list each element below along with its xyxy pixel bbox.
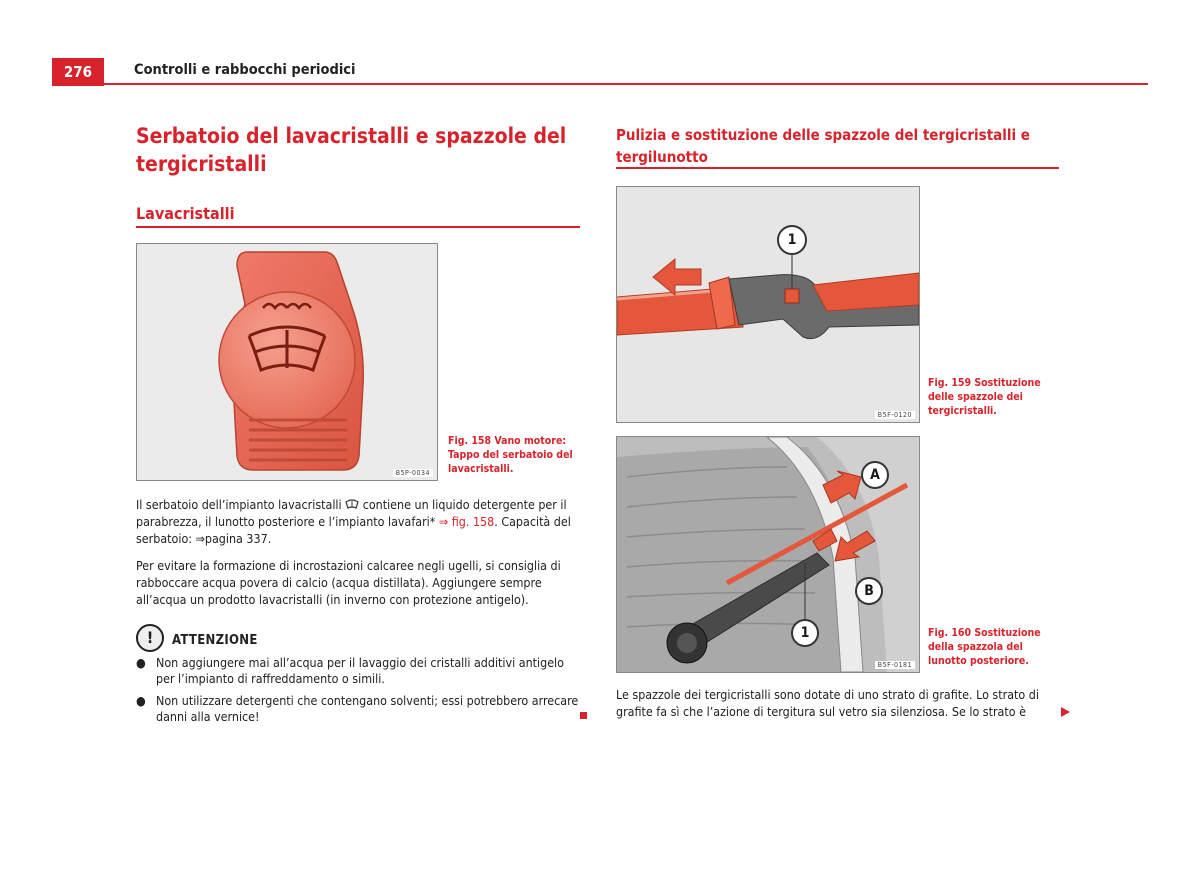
callout-1: 1 xyxy=(791,619,819,647)
paragraph-text: contiene un liquido detergente per il parabrezza, il lunotto posteriore e l’impianto lavafari* xyxy=(136,497,567,529)
callout-b: B xyxy=(855,577,883,605)
figure-code: B5P-0034 xyxy=(393,469,433,477)
subsection-rule xyxy=(136,226,580,228)
callout-1: 1 xyxy=(777,225,807,255)
subsection-title-wiper-blades: Pulizia e sostituzione delle spazzole del tergicristalli e tergilunotto xyxy=(616,126,1030,166)
continued-arrow-icon xyxy=(1061,707,1070,717)
paragraph-text: . Capacità del serbatoio: ⇒pagina 337. xyxy=(136,514,571,546)
figure-code: B5F-0181 xyxy=(875,661,915,669)
wiper-blade-illustration xyxy=(617,187,919,422)
callout-a: A xyxy=(861,461,889,489)
warning-item-text: Non utilizzare detergenti che contengano solventi; essi potrebbero arrecare danni alla vernice! xyxy=(156,693,579,724)
section-title: Serbatoio del lavacristalli e spazzole del tergicristalli xyxy=(136,124,567,176)
figure-160-caption: Fig. 160 Sostituzione della spazzola del lunotto posteriore. xyxy=(928,627,1041,667)
figure-159-caption: Fig. 159 Sostituzione delle spazzole dei tergicristalli. xyxy=(928,377,1041,417)
warning-item-1 xyxy=(136,655,580,687)
subsection-title-lavacristalli: Lavacristalli xyxy=(136,204,235,223)
washer-cap-illustration xyxy=(137,244,437,480)
paragraph-limescale: Per evitare la formazione di incrostazioni calcaree negli ugelli, si consiglia di rabboccare acqua povera di calcio (acqua distillata). Aggiungere sempre all’acqua un prodotto lavacristalli (in inverno con protezione antigelo). xyxy=(136,558,561,607)
fig-158-link[interactable]: ⇒ fig. 158 xyxy=(438,514,495,529)
paragraph-text: Il serbatoio dell’impianto lavacristalli xyxy=(136,497,346,512)
figure-159 xyxy=(616,186,920,423)
bullet-icon: ● xyxy=(136,693,146,708)
figure-code: B5F-0120 xyxy=(875,411,915,419)
section-end-marker xyxy=(580,712,587,719)
page-number: 276 xyxy=(52,58,104,86)
bullet-icon: ● xyxy=(136,655,146,670)
paragraph-wiper-graphite: Le spazzole dei tergicristalli sono dotate di uno strato di grafite. Lo strato di grafite fa sì che l’azione di tergitura sul vetro sia silenziosa. Se lo strato è xyxy=(616,687,1039,719)
header-rule xyxy=(52,83,1148,85)
subsection-rule xyxy=(616,167,1059,169)
figure-158-caption: Fig. 158 Vano motore: Tappo del serbatoio del lavacristalli. xyxy=(448,435,573,475)
warning-item-2 xyxy=(136,693,580,725)
figure-158 xyxy=(136,243,438,481)
figure-160 xyxy=(616,436,920,673)
washer-fluid-icon xyxy=(345,499,359,510)
paragraph-washer-reservoir xyxy=(136,496,580,547)
warning-icon: ! xyxy=(136,624,164,652)
warning-title: ATTENZIONE xyxy=(172,633,258,648)
warning-item-text: Non aggiungere mai all’acqua per il lavaggio dei cristalli additivi antigelo per l’impianto di raffreddamento o simili. xyxy=(156,655,564,686)
chapter-title: Controlli e rabbocchi periodici xyxy=(134,62,356,78)
